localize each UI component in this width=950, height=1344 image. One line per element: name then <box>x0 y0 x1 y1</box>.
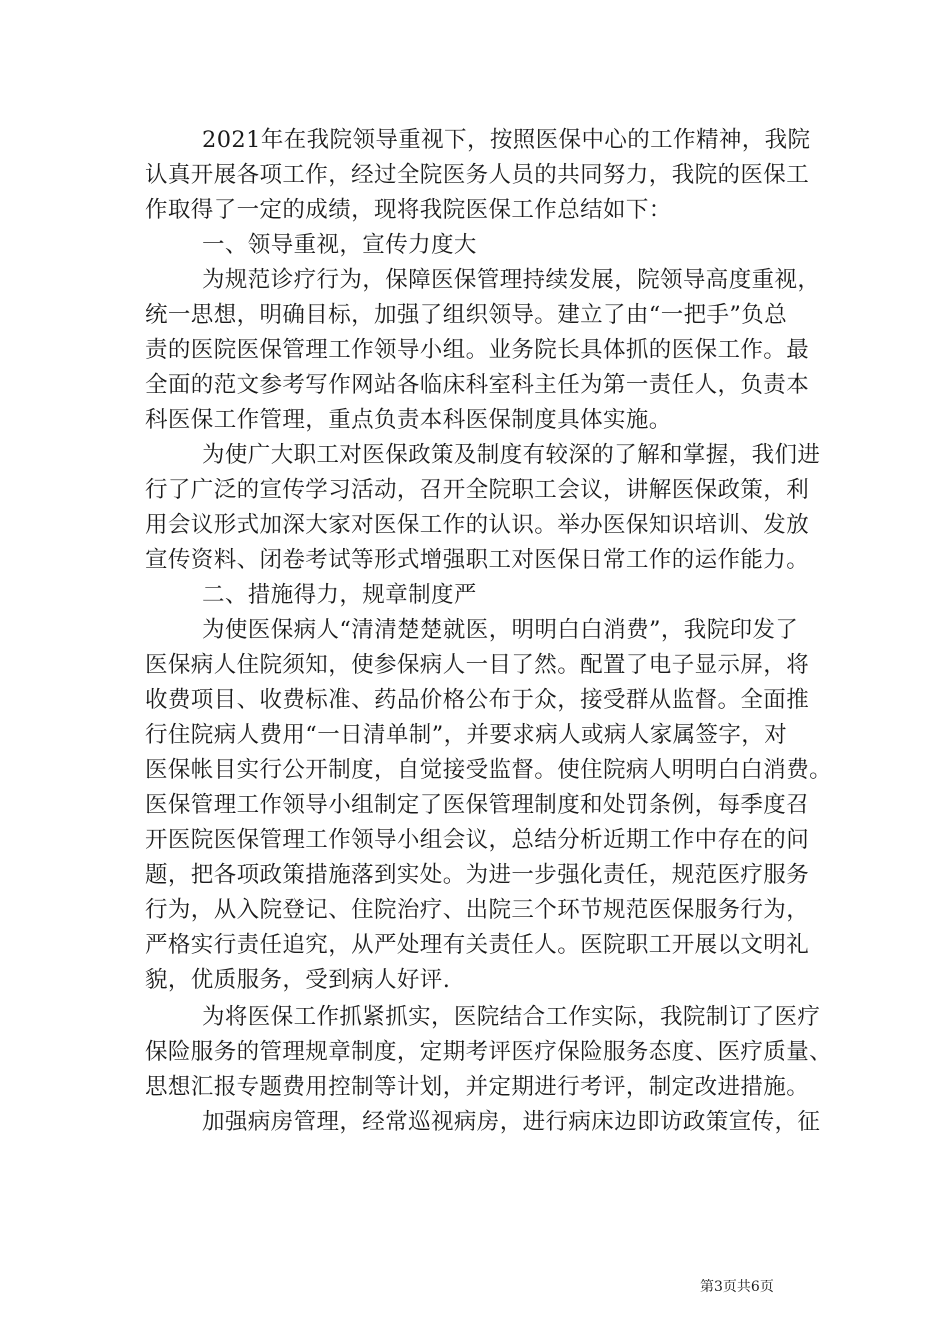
text-line: 科医保工作管理，重点负责本科医保制度具体实施。 <box>145 407 672 433</box>
page-number: 第3页共6页 <box>700 1279 774 1295</box>
text-line: 貌，优质服务，受到病人好评. <box>145 967 451 993</box>
text-line: 收费项目、收费标准、药品价格公布于众，接受群从监督。全面推 <box>145 687 810 713</box>
text-line: 宣传资料、闭卷考试等形式增强职工对医保日常工作的运作能力。 <box>145 547 810 573</box>
text-line: 认真开展各项工作，经过全院医务人员的共同努力，我院的医保工 <box>145 162 810 188</box>
text-line: 思想汇报专题费用控制等计划，并定期进行考评，制定改进措施。 <box>145 1074 810 1100</box>
text-line: 医保病人住院须知，使参保病人一目了然。配置了电子显示屏，将 <box>145 652 810 678</box>
section-heading: 二、措施得力，规章制度严 <box>202 582 477 608</box>
text-line: 行为，从入院登记、住院治疗、出院三个环节规范医保服务行为， <box>145 897 810 923</box>
text-line: 行了广泛的宣传学习活动，召开全院职工会议，讲解医保政策，利 <box>145 477 810 503</box>
text-line: 加强病房管理，经常巡视病房，进行病床边即访政策宣传，征 <box>202 1109 821 1135</box>
text-line: 为使医保病人“清清楚楚就医，明明白白消费”，我院印发了 <box>202 617 799 643</box>
text-line: 行住院病人费用“一日清单制”，并要求病人或病人家属签字，对 <box>145 722 788 748</box>
text-line: 题，把各项政策措施落到实处。为进一步强化责任，规范医疗服务 <box>145 862 810 888</box>
text-line: 作取得了一定的成绩，现将我院医保工作总结如下： <box>145 197 672 223</box>
section-heading: 一、领导重视，宣传力度大 <box>202 232 477 258</box>
text-line: 为将医保工作抓紧抓实，医院结合工作实际，我院制订了医疗 <box>202 1004 821 1030</box>
text-line: 为规范诊疗行为，保障医保管理持续发展，院领导高度重视， <box>202 267 821 293</box>
text-line: 全面的范文参考写作网站各临床科室科主任为第一责任人，负责本 <box>145 372 810 398</box>
text-line: 医保管理工作领导小组制定了医保管理制度和处罚条例，每季度召 <box>145 792 810 818</box>
text-line: 开医院医保管理工作领导小组会议，总结分析近期工作中存在的问 <box>145 827 810 853</box>
text-line: 统一思想，明确目标，加强了组织领导。建立了由“一把手”负总 <box>145 302 788 328</box>
text-line: 责的医院医保管理工作领导小组。业务院长具体抓的医保工作。最 <box>145 337 810 363</box>
text-line: 2021年在我院领导重视下，按照医保中心的工作精神，我院 <box>202 127 811 153</box>
text-line: 用会议形式加深大家对医保工作的认识。举办医保知识培训、发放 <box>145 512 810 538</box>
text-line: 严格实行责任追究，从严处理有关责任人。医院职工开展以文明礼 <box>145 932 810 958</box>
text-line: 为使广大职工对医保政策及制度有较深的了解和掌握，我们进 <box>202 442 821 468</box>
text-line: 保险服务的管理规章制度，定期考评医疗保险服务态度、医疗质量、 <box>145 1039 833 1065</box>
text-line: 医保帐目实行公开制度，自觉接受监督。使住院病人明明白白消费。 <box>145 757 833 783</box>
